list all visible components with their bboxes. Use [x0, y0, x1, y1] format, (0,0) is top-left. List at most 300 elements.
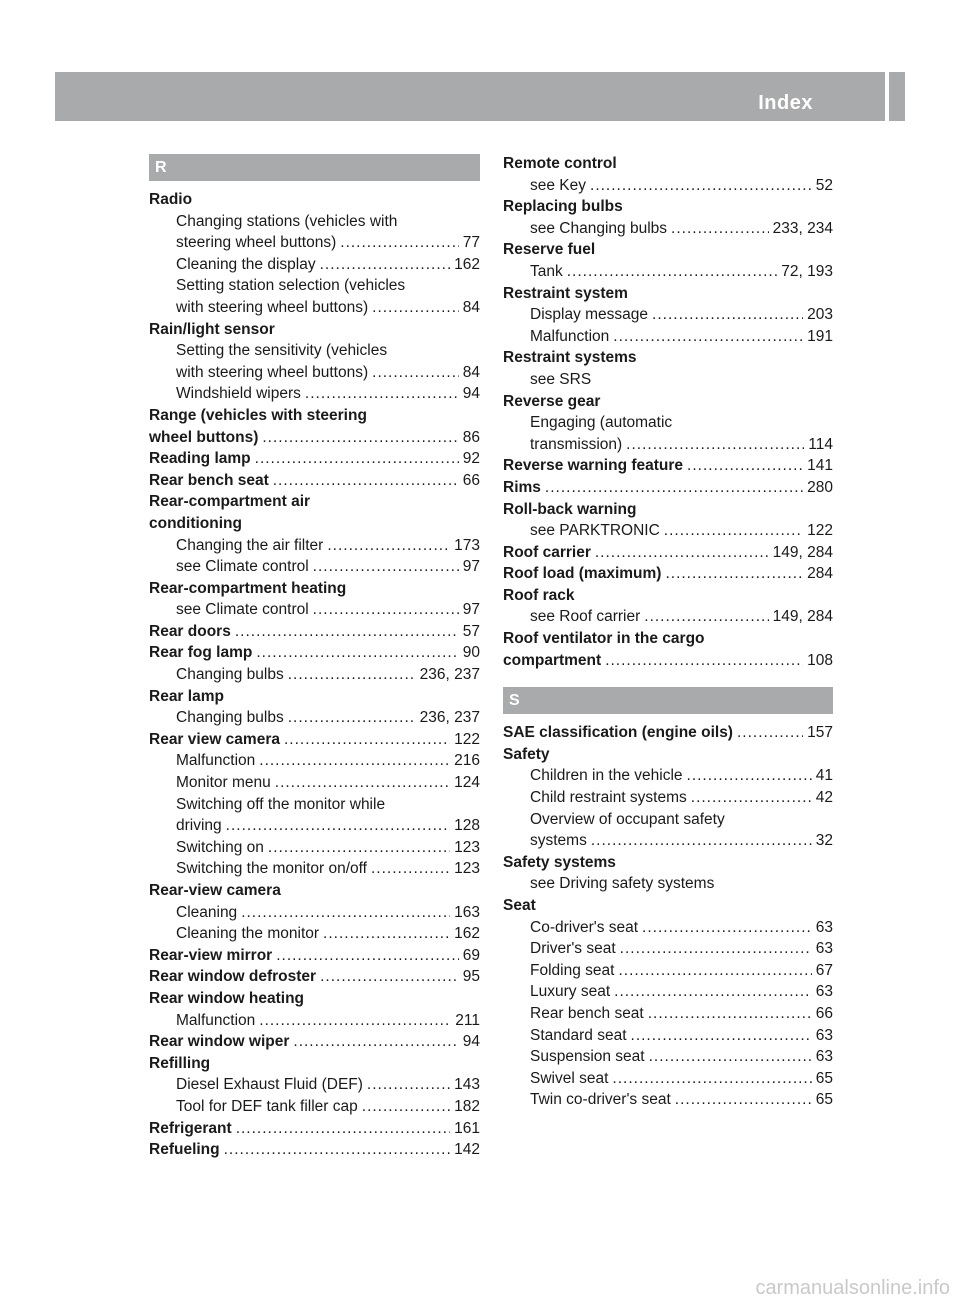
index-entry — [503, 239, 833, 261]
entry-page-ref: 63 — [815, 1048, 833, 1066]
header-divider — [885, 72, 889, 121]
index-entry — [503, 347, 833, 369]
index-entry — [149, 945, 480, 967]
index-subentry — [503, 175, 833, 197]
index-entry-list — [149, 189, 480, 1161]
entry-text: Changing stations (vehicles with — [176, 212, 398, 230]
dot-leader — [595, 542, 769, 564]
index-subentry — [503, 1046, 833, 1068]
index-entry — [503, 852, 833, 874]
entry-text: Rear-compartment air — [149, 493, 311, 511]
entry-text: Rear fog lamp — [149, 644, 253, 662]
index-entry — [503, 722, 833, 744]
dot-leader — [671, 218, 769, 240]
index-subentry — [503, 1025, 833, 1047]
index-entry — [149, 621, 480, 643]
entry-page-ref: 63 — [815, 983, 833, 1001]
index-entry — [149, 578, 480, 600]
entry-text: Tool for DEF tank filler cap — [176, 1097, 358, 1115]
index-entry — [503, 391, 833, 413]
entry-page-ref: 67 — [815, 961, 833, 979]
entry-text: steering wheel buttons) — [176, 234, 337, 252]
index-subentry — [149, 297, 480, 319]
dot-leader — [737, 722, 803, 744]
dot-leader — [605, 650, 803, 672]
entry-text: Suspension seat — [530, 1048, 645, 1066]
entry-text: Twin co-driver's seat — [530, 1091, 671, 1109]
entry-text: see Key — [530, 176, 587, 194]
entry-text: Rear view camera — [149, 730, 280, 748]
index-entry — [149, 1139, 480, 1161]
entry-text: Malfunction — [530, 327, 610, 345]
entry-page-ref: 86 — [462, 428, 480, 446]
entry-page-ref: 284 — [807, 565, 833, 583]
dot-leader — [612, 1068, 811, 1090]
entry-page-ref: 280 — [807, 478, 833, 496]
entry-text: Rear-view camera — [149, 882, 281, 899]
entry-text: Reverse warning feature — [503, 457, 684, 475]
entry-page-ref: 142 — [454, 1141, 480, 1159]
entry-page-ref: 65 — [815, 1091, 833, 1109]
index-subentry — [149, 750, 480, 772]
index-entry-list — [503, 153, 833, 671]
dot-leader — [288, 707, 416, 729]
entry-text: Diesel Exhaust Fluid (DEF) — [176, 1076, 363, 1094]
index-subentry — [503, 412, 833, 434]
dot-leader — [675, 1089, 812, 1111]
dot-leader — [262, 427, 458, 449]
entry-text: Reserve fuel — [503, 241, 596, 259]
section-header-r: R — [149, 154, 480, 181]
entry-page-ref: 143 — [454, 1076, 480, 1094]
index-subentry — [503, 960, 833, 982]
entry-page-ref: 173 — [454, 536, 480, 554]
entry-text: see Climate control — [176, 601, 309, 619]
entry-page-ref: 122 — [454, 730, 480, 748]
index-subentry — [503, 981, 833, 1003]
entry-text: Range (vehicles with steering — [149, 406, 367, 424]
dot-leader — [305, 383, 459, 405]
index-entry — [503, 542, 833, 564]
dot-leader — [273, 470, 459, 492]
dot-leader — [613, 326, 803, 348]
index-entry — [149, 319, 480, 341]
entry-page-ref: 124 — [454, 774, 480, 792]
dot-leader — [372, 297, 459, 319]
entry-text: with steering wheel buttons) — [176, 363, 369, 381]
index-subentry — [503, 520, 833, 542]
dot-leader — [626, 434, 804, 456]
entry-page-ref: 123 — [454, 860, 480, 878]
index-column-right — [503, 153, 833, 1111]
index-entry — [503, 477, 833, 499]
entry-text: Setting the sensitivity (vehicles — [176, 342, 388, 360]
index-subentry — [503, 917, 833, 939]
page-title: Index — [758, 92, 813, 114]
dot-leader — [276, 945, 459, 967]
dot-leader — [691, 787, 812, 809]
entry-page-ref: 122 — [807, 522, 833, 540]
index-subentry — [149, 211, 480, 233]
index-subentry — [149, 815, 480, 837]
entry-text: compartment — [503, 651, 602, 669]
entry-page-ref: 63 — [815, 940, 833, 958]
entry-text: Reading lamp — [149, 450, 251, 468]
entry-text: Radio — [149, 191, 193, 208]
index-subentry — [503, 261, 833, 283]
entry-text: Changing bulbs — [176, 709, 284, 727]
entry-text: see Climate control — [176, 558, 309, 576]
entry-text: Switching the monitor on/off — [176, 860, 367, 878]
index-subentry — [503, 938, 833, 960]
dot-leader — [259, 1010, 451, 1032]
index-subentry — [503, 326, 833, 348]
entry-text: Folding seat — [530, 961, 615, 979]
index-subentry — [149, 254, 480, 276]
entry-page-ref: 84 — [462, 298, 480, 316]
entry-page-ref: 108 — [807, 651, 833, 669]
entry-text: see Roof carrier — [530, 608, 641, 626]
dot-leader — [313, 599, 459, 621]
index-subentry — [149, 362, 480, 384]
entry-page-ref: 216 — [454, 752, 480, 770]
entry-page-ref: 72, 193 — [781, 262, 833, 280]
dot-leader — [255, 448, 459, 470]
section-header-s: S — [503, 687, 833, 714]
index-entry — [149, 491, 480, 513]
entry-text: see SRS — [530, 370, 592, 388]
dot-leader — [648, 1003, 812, 1025]
index-subentry — [149, 837, 480, 859]
index-subentry — [503, 830, 833, 852]
index-entry — [503, 563, 833, 585]
index-subentry — [149, 858, 480, 880]
dot-leader — [367, 1074, 450, 1096]
index-entry — [149, 1118, 480, 1140]
entry-page-ref: 149, 284 — [772, 608, 833, 626]
index-entry — [503, 744, 833, 766]
dot-leader — [268, 837, 450, 859]
dot-leader — [362, 1096, 450, 1118]
entry-text: with steering wheel buttons) — [176, 298, 369, 316]
entry-text: see Driving safety systems — [530, 875, 715, 893]
index-entry — [503, 153, 833, 175]
entry-text: Roof carrier — [503, 543, 591, 561]
entry-page-ref: 63 — [815, 918, 833, 936]
entry-text: Display message — [530, 306, 649, 324]
entry-page-ref: 41 — [815, 767, 833, 785]
entry-text: Cleaning — [176, 903, 238, 921]
index-entry — [149, 686, 480, 708]
entry-text: Refueling — [149, 1141, 220, 1159]
entry-text: Replacing bulbs — [503, 198, 623, 216]
entry-page-ref: 114 — [808, 435, 833, 453]
dot-leader — [631, 1025, 812, 1047]
entry-text: Rain/light sensor — [149, 320, 275, 338]
index-subentry — [149, 707, 480, 729]
entry-page-ref: 163 — [454, 903, 480, 921]
index-entry — [149, 405, 480, 427]
entry-page-ref: 162 — [454, 255, 480, 273]
index-entry — [149, 1053, 480, 1075]
index-subentry — [149, 1010, 480, 1032]
entry-text: Switching on — [176, 838, 264, 856]
dot-leader — [664, 520, 803, 542]
index-entry — [503, 895, 833, 917]
entry-page-ref: 69 — [462, 946, 480, 964]
dot-leader — [687, 765, 812, 787]
index-entry — [149, 470, 480, 492]
entry-page-ref: 94 — [462, 385, 480, 403]
index-subentry — [503, 809, 833, 831]
dot-leader — [323, 923, 450, 945]
index-subentry — [149, 772, 480, 794]
entry-text: Refrigerant — [149, 1119, 232, 1137]
index-entry — [149, 448, 480, 470]
entry-text: Refilling — [149, 1054, 211, 1072]
dot-leader — [620, 938, 812, 960]
entry-page-ref: 92 — [462, 450, 480, 468]
entry-text: Roof rack — [503, 586, 575, 604]
dot-leader — [687, 455, 803, 477]
entry-text: systems — [530, 832, 587, 850]
entry-text: driving — [176, 817, 222, 835]
index-entry-list — [503, 722, 833, 1111]
index-subentry — [503, 218, 833, 240]
entry-text: Setting station selection (vehicles — [176, 277, 406, 295]
entry-text: Swivel seat — [530, 1069, 609, 1087]
index-subentry — [503, 787, 833, 809]
entry-page-ref: 161 — [454, 1119, 480, 1137]
entry-text: Roll-back warning — [503, 500, 637, 518]
dot-leader — [545, 477, 803, 499]
entry-text: Cleaning the display — [176, 255, 316, 273]
index-subentry — [149, 1074, 480, 1096]
index-column-left — [149, 154, 480, 1161]
dot-leader — [313, 556, 459, 578]
index-entry — [149, 1031, 480, 1053]
dot-leader — [256, 642, 458, 664]
entry-text: Rims — [503, 478, 541, 496]
entry-page-ref: 149, 284 — [772, 543, 833, 561]
index-subentry — [503, 765, 833, 787]
dot-leader — [226, 815, 450, 837]
index-subentry — [503, 606, 833, 628]
index-subentry — [149, 556, 480, 578]
entry-text: Standard seat — [530, 1026, 627, 1044]
entry-page-ref: 90 — [462, 644, 480, 662]
dot-leader — [642, 917, 812, 939]
entry-page-ref: 63 — [815, 1026, 833, 1044]
index-entry — [149, 966, 480, 988]
dot-leader — [241, 902, 450, 924]
entry-text: see Changing bulbs — [530, 219, 668, 237]
entry-page-ref: 128 — [454, 817, 480, 835]
dot-leader — [275, 772, 450, 794]
index-entry — [503, 650, 833, 672]
dot-leader — [259, 750, 450, 772]
dot-leader — [618, 960, 811, 982]
index-subentry — [149, 794, 480, 816]
index-subentry — [503, 369, 833, 391]
entry-text: Windshield wipers — [176, 385, 301, 403]
entry-page-ref: 66 — [462, 471, 480, 489]
dot-leader — [567, 261, 778, 283]
dot-leader — [224, 1139, 451, 1161]
dot-leader — [649, 1046, 812, 1068]
index-subentry — [149, 275, 480, 297]
dot-leader — [284, 729, 450, 751]
entry-text: conditioning — [149, 514, 242, 532]
entry-text: Safety systems — [503, 853, 616, 871]
entry-text: Rear window wiper — [149, 1033, 290, 1051]
entry-text: Roof ventilator in the cargo — [503, 630, 705, 648]
entry-text: Changing the air filter — [176, 536, 324, 554]
entry-page-ref: 95 — [462, 968, 480, 986]
entry-text: Reverse gear — [503, 392, 601, 410]
entry-page-ref: 77 — [462, 234, 480, 252]
entry-text: Rear-view mirror — [149, 946, 273, 964]
entry-text: Rear lamp — [149, 687, 224, 705]
entry-page-ref: 157 — [807, 724, 833, 742]
index-subentry — [149, 232, 480, 254]
entry-page-ref: 236, 237 — [419, 666, 480, 684]
entry-page-ref: 42 — [815, 789, 833, 807]
entry-page-ref: 52 — [815, 176, 833, 194]
entry-text: Engaging (automatic — [530, 414, 673, 432]
index-subentry — [503, 1089, 833, 1111]
entry-text: Monitor menu — [176, 774, 271, 792]
entry-text: Rear window defroster — [149, 968, 317, 986]
entry-text: Tank — [530, 262, 563, 280]
dot-leader — [372, 362, 459, 384]
entry-text: Restraint systems — [503, 349, 637, 367]
entry-text: Malfunction — [176, 752, 256, 770]
entry-page-ref: 203 — [807, 306, 833, 324]
entry-page-ref: 191 — [807, 327, 833, 345]
dot-leader — [236, 1118, 450, 1140]
entry-page-ref: 32 — [815, 832, 833, 850]
entry-text: Rear-compartment heating — [149, 579, 347, 597]
entry-page-ref: 182 — [454, 1097, 480, 1115]
entry-page-ref: 141 — [807, 457, 833, 475]
entry-text: Children in the vehicle — [530, 767, 683, 785]
entry-text: Rear window heating — [149, 989, 305, 1007]
index-entry — [149, 189, 480, 211]
page-header-bar — [55, 72, 925, 121]
index-entry — [503, 455, 833, 477]
index-subentry — [503, 304, 833, 326]
dot-leader — [320, 254, 451, 276]
entry-text: Safety — [503, 745, 550, 763]
entry-page-ref: 66 — [815, 1004, 833, 1022]
index-entry — [149, 880, 480, 902]
page-number: 11 — [907, 94, 925, 113]
entry-text: Restraint system — [503, 284, 628, 302]
index-entry — [503, 499, 833, 521]
entry-page-ref: 236, 237 — [419, 709, 480, 727]
index-entry — [149, 729, 480, 751]
dot-leader — [652, 304, 803, 326]
dot-leader — [371, 858, 450, 880]
index-subentry — [149, 535, 480, 557]
index-entry — [149, 513, 480, 535]
entry-page-ref: 84 — [462, 363, 480, 381]
entry-text: wheel buttons) — [149, 428, 259, 446]
dot-leader — [288, 664, 416, 686]
index-subentry — [149, 902, 480, 924]
entry-text: Switching off the monitor while — [176, 795, 386, 813]
entry-text: see PARKTRONIC — [530, 522, 660, 540]
entry-text: Co-driver's seat — [530, 918, 639, 936]
entry-text: Child restraint systems — [530, 789, 687, 807]
index-subentry — [149, 923, 480, 945]
entry-page-ref: 94 — [462, 1033, 480, 1051]
entry-text: transmission) — [530, 435, 623, 453]
index-subentry — [503, 1003, 833, 1025]
entry-text: Cleaning the monitor — [176, 925, 320, 943]
dot-leader — [590, 175, 812, 197]
entry-page-ref: 233, 234 — [772, 219, 833, 237]
entry-page-ref: 211 — [455, 1011, 480, 1029]
index-entry — [503, 628, 833, 650]
dot-leader — [235, 621, 459, 643]
dot-leader — [320, 966, 459, 988]
index-subentry — [503, 1068, 833, 1090]
entry-text: Remote control — [503, 155, 617, 172]
entry-text: Driver's seat — [530, 940, 616, 958]
entry-text: Rear bench seat — [149, 471, 269, 489]
entry-page-ref: 57 — [462, 622, 480, 640]
entry-text: Overview of occupant safety — [530, 810, 725, 828]
index-entry — [503, 585, 833, 607]
entry-text: Seat — [503, 897, 536, 914]
index-subentry — [503, 434, 833, 456]
entry-page-ref: 65 — [815, 1069, 833, 1087]
dot-leader — [665, 563, 803, 585]
index-subentry — [149, 664, 480, 686]
index-subentry — [149, 1096, 480, 1118]
entry-text: Changing bulbs — [176, 666, 284, 684]
entry-text: Roof load (maximum) — [503, 565, 662, 583]
entry-page-ref: 97 — [462, 558, 480, 576]
index-entry — [149, 988, 480, 1010]
entry-text: Luxury seat — [530, 983, 611, 1001]
entry-text: Rear doors — [149, 622, 231, 640]
index-subentry — [149, 383, 480, 405]
dot-leader — [614, 981, 812, 1003]
index-entry — [503, 283, 833, 305]
dot-leader — [293, 1031, 458, 1053]
entry-text: Malfunction — [176, 1011, 256, 1029]
index-entry — [503, 196, 833, 218]
entry-page-ref: 123 — [454, 838, 480, 856]
index-subentry — [149, 599, 480, 621]
entry-text: SAE classification (engine oils) — [503, 724, 733, 742]
index-entry — [149, 427, 480, 449]
entry-page-ref: 97 — [462, 601, 480, 619]
dot-leader — [644, 606, 768, 628]
dot-leader — [327, 535, 450, 557]
entry-text: Rear bench seat — [530, 1004, 644, 1022]
index-subentry — [503, 873, 833, 895]
dot-leader — [591, 830, 812, 852]
entry-page-ref: 162 — [454, 925, 480, 943]
index-entry — [149, 642, 480, 664]
dot-leader — [340, 232, 458, 254]
watermark: carmanualsonline.info — [755, 1277, 950, 1299]
index-subentry — [149, 340, 480, 362]
